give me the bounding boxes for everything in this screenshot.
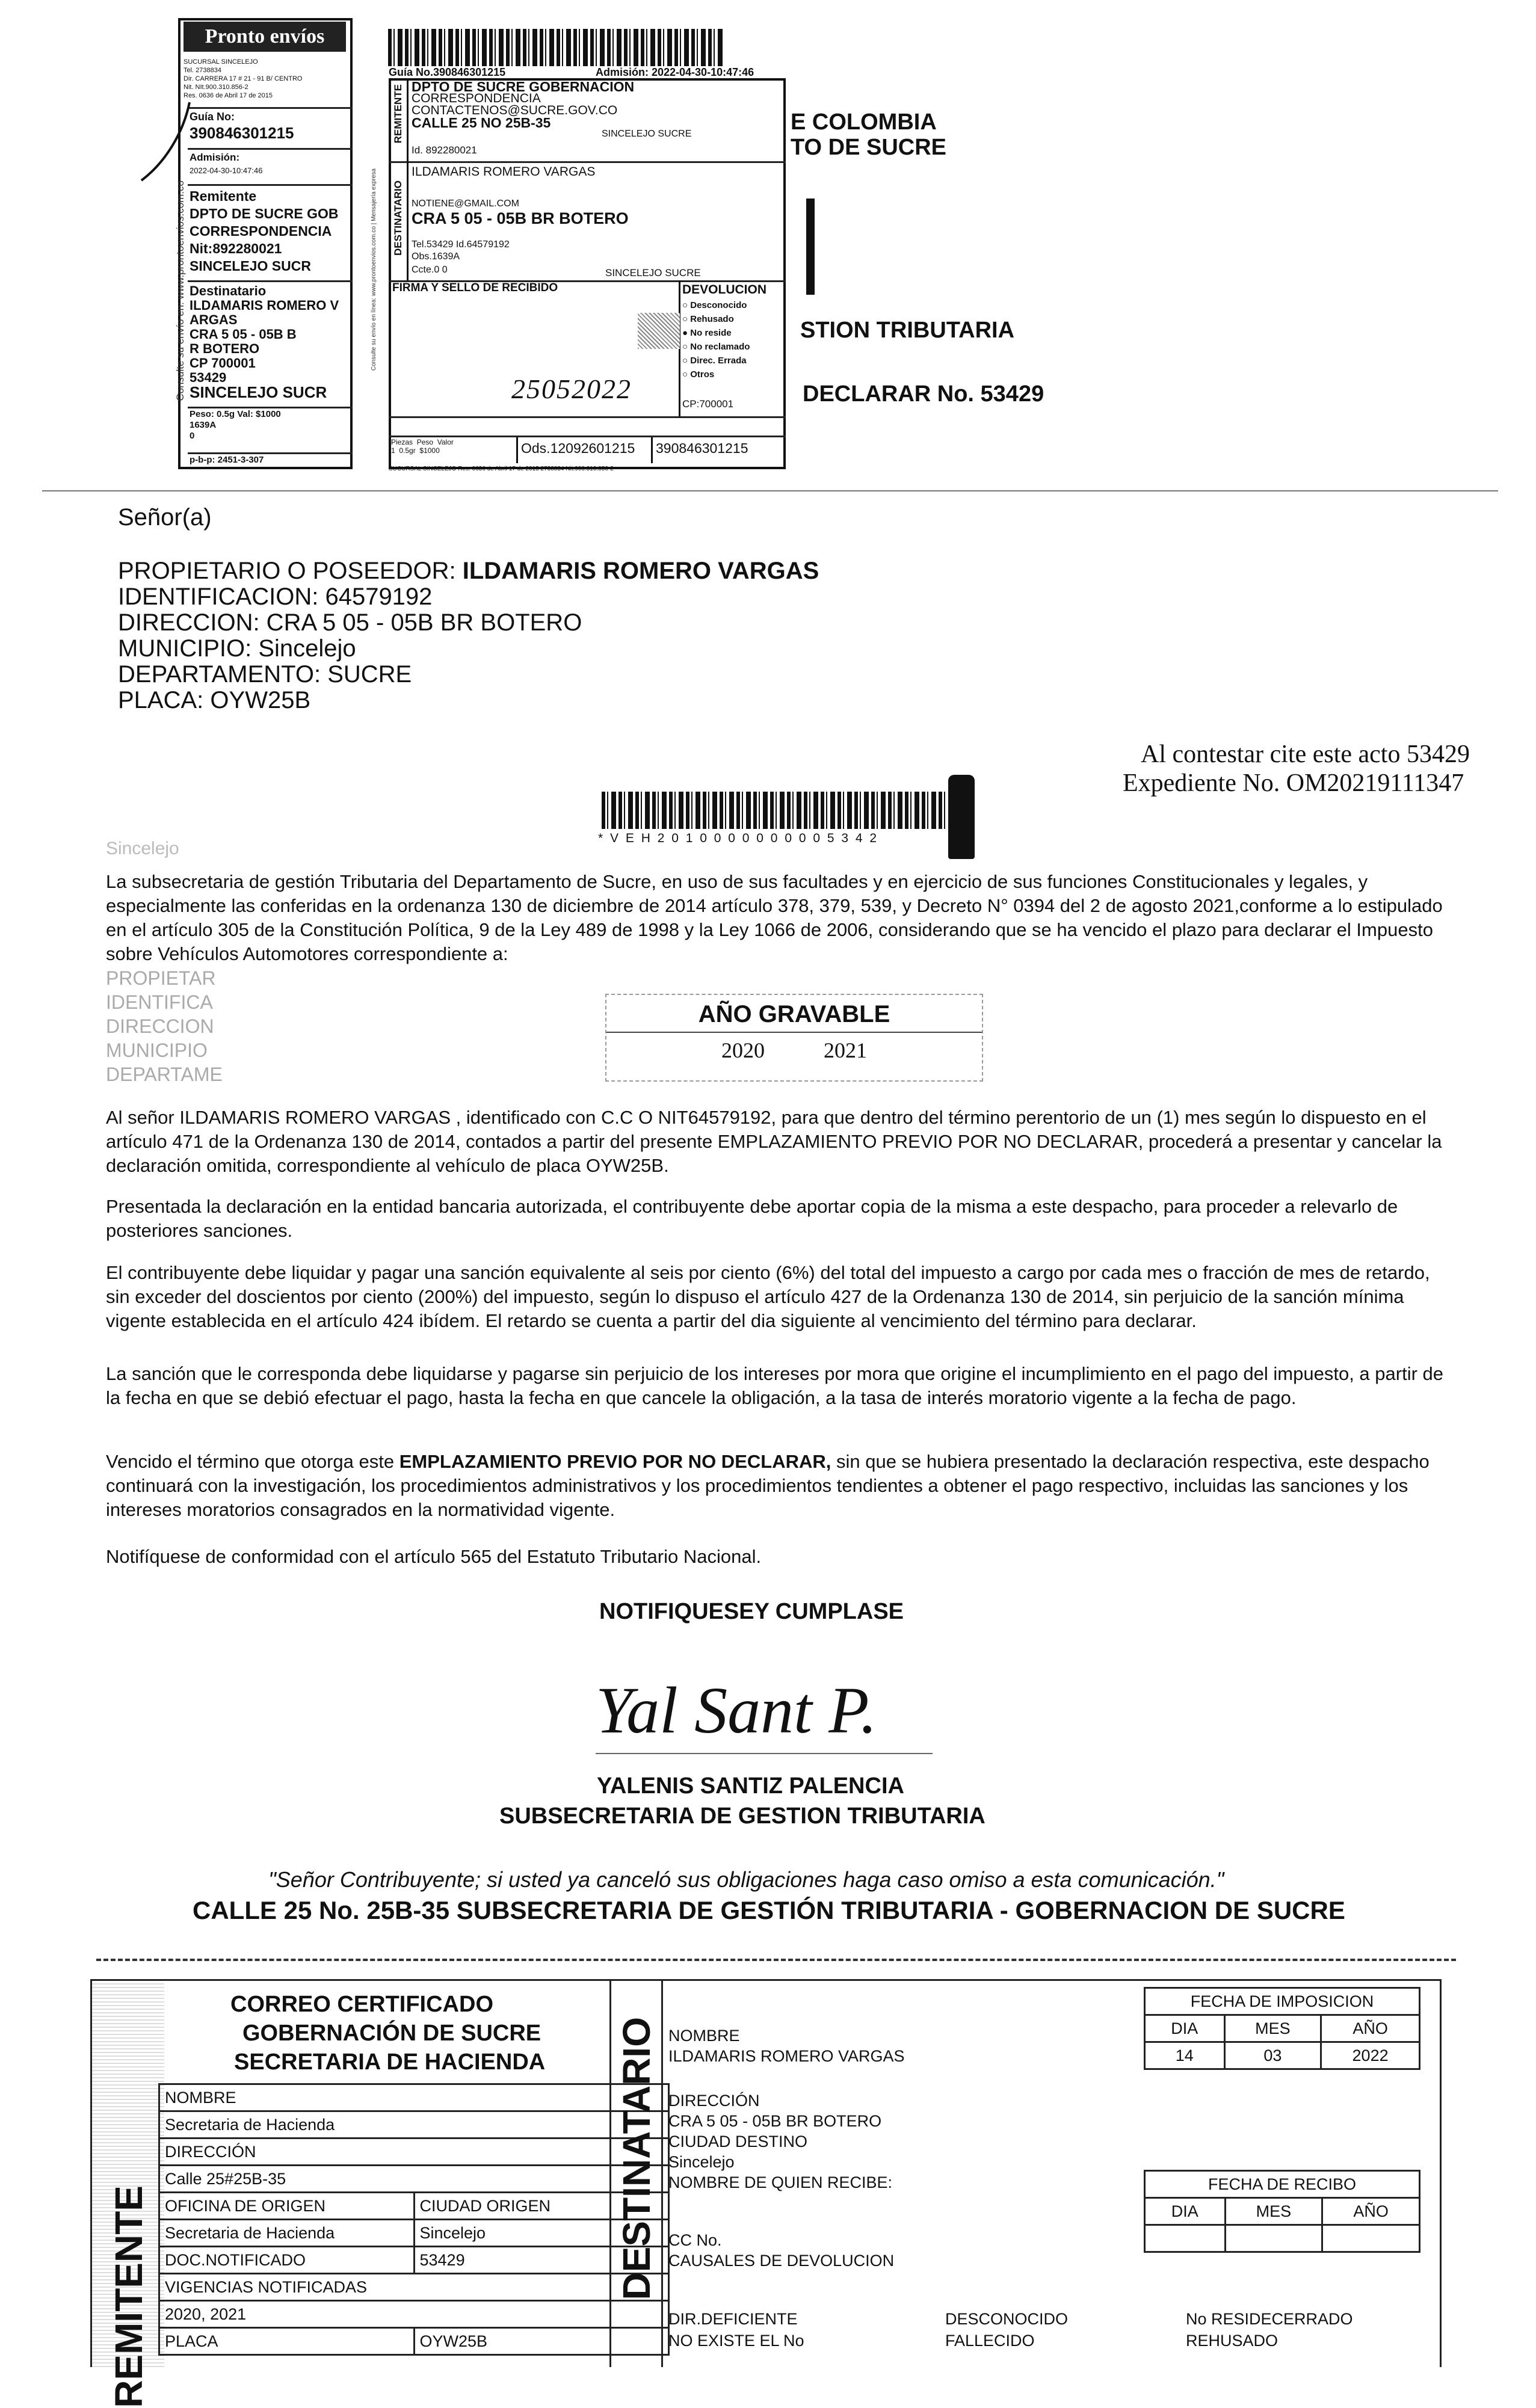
paragraph-5: La sanción que le corresponda debe liquidarse y pagarse sin perjuicio de los intereses por mora que origine el incumplimiento en el pago del impuesto, a partir de la fecha en que se debió efectuar el pago, hasta la fecha en que cancele la obligación, a la tasa de interés moratorio vigente a la fecha de pago.	[106, 1363, 1443, 1408]
doc-label: DOC.NOTIFICADO	[159, 2247, 415, 2274]
dest-vertical-label: DESTINATARIO	[392, 180, 404, 256]
devolucion-option-label: No reclamado	[690, 342, 750, 352]
ciudad-origen-value: Sincelejo	[414, 2220, 669, 2247]
stub-destinatario-line: R BOTERO	[190, 341, 260, 356]
remitente-vertical: REMITENTE	[107, 2185, 150, 2408]
year-value: 2020	[721, 1038, 765, 1062]
ghost-line: MUNICIPIO	[106, 1039, 208, 1061]
causal: NO EXISTE EL No	[668, 2332, 804, 2350]
devolucion-options	[682, 298, 750, 381]
radio-icon: ○	[682, 300, 691, 310]
stub-destinatario	[190, 284, 339, 399]
branch-info	[184, 58, 346, 100]
devolucion-option-label: Desconocido	[690, 300, 747, 310]
dest-tel: Tel.53429 Id.64579192	[412, 239, 510, 250]
year-box	[605, 994, 983, 1082]
dest-ccte: Ccte.0 0	[412, 265, 448, 275]
courier-title-3: SECRETARIA DE HACIENDA	[234, 2049, 546, 2075]
rem-id: Id. 892280021	[412, 144, 477, 156]
ghost-line: DIRECCION	[106, 1015, 214, 1037]
mes-label: MES	[1224, 2015, 1321, 2042]
branch-res: Res. 0636 de Abril 17 de 2015	[184, 92, 273, 99]
signature: Yal Sant P.	[596, 1674, 877, 1747]
dir-line: DIRECCION: CRA 5 05 - 05B BR BOTERO	[118, 609, 582, 636]
devolucion-option	[682, 298, 750, 312]
stub-remitente-line: Nit:892280021	[190, 241, 282, 256]
stub-remitente	[190, 188, 339, 275]
footer-address: CALLE 25 No. 25B-35 SUBSECRETARIA DE GESTIÓN TRIBUTARIA - GOBERNACION DE SUCRE	[193, 1896, 1345, 1924]
ods-guia: 390846301215	[656, 440, 748, 456]
devolucion-option-label: Otros	[690, 369, 715, 380]
imp-dia: 14	[1145, 2042, 1225, 2069]
imp-mes: 03	[1224, 2042, 1321, 2069]
stub-remitente-line: DPTO DE SUCRE GOB	[190, 206, 339, 221]
rem-line: DPTO DE SUCRE GOBERNACION	[412, 79, 635, 94]
devolucion-option	[682, 326, 750, 340]
year-values	[606, 1038, 982, 1063]
piezas-value: 1	[391, 446, 395, 455]
ods-number: Ods.12092601215	[521, 440, 635, 456]
year-value: 2021	[824, 1038, 867, 1062]
oficina-label: OFICINA DE ORIGEN	[159, 2193, 415, 2220]
mes-label: MES	[1225, 2198, 1322, 2225]
dest-address: CRA 5 05 - 05B BR BOTERO	[412, 209, 629, 227]
header-line-1: E COLOMBIA	[791, 109, 937, 135]
branch-tel: Tel. 2738834	[184, 67, 221, 74]
rem-city: SINCELEJO SUCRE	[602, 129, 692, 139]
dest-ciudad-label: CIUDAD DESTINO	[668, 2132, 808, 2151]
devolucion-label: DEVOLUCION	[682, 283, 767, 297]
dia-label: DIA	[1145, 2015, 1225, 2042]
piezas-values	[391, 446, 511, 455]
guide-footer-tiny: SUCURSAL SINCELEJO Res. 0636 de Abril 17 de 2015 2738834 Nit.900.310.856-2	[389, 466, 614, 472]
header-line-4: DECLARAR No. 53429	[803, 381, 1044, 407]
reference-expediente: Expediente No. OM20219111347	[1123, 769, 1464, 797]
devolucion-option-label: Direc. Errada	[690, 356, 747, 366]
imp-ano: 2022	[1321, 2042, 1420, 2069]
remitente-fields	[158, 2083, 670, 2356]
causales-label: CAUSALES DE DEVOLUCION	[668, 2252, 895, 2270]
stub-destinatario-label: Destinatario	[190, 283, 267, 298]
stub-side-text: Consulte su envío en: www.prontoenvios.com.co	[174, 180, 186, 401]
black-mark	[806, 199, 815, 295]
causal: DIR.DEFICIENTE	[668, 2310, 798, 2328]
causal: No RESIDECERRADO	[1186, 2310, 1353, 2328]
cut-line	[96, 1959, 1456, 1961]
stub-code: p-b-p: 2451-3-307	[190, 455, 264, 465]
ano-label: AÑO	[1322, 2198, 1420, 2225]
addressee-block	[118, 558, 819, 713]
rem-line: CONTACTENOS@SUCRE.GOV.CO	[412, 103, 618, 117]
fecha-imposicion-label: FECHA DE IMPOSICION	[1145, 1988, 1420, 2015]
vigencias-label: VIGENCIAS NOTIFICADAS	[159, 2274, 669, 2301]
placa-value: OYW25B	[414, 2328, 669, 2355]
rem-nombre-value: Secretaria de Hacienda	[159, 2111, 669, 2139]
owner-label: PROPIETARIO O POSEEDOR:	[118, 558, 463, 584]
rem-vertical-label: REMITENTE	[392, 84, 404, 144]
taxpayer-notice: "Señor Contribuyente; si usted ya canceló sus obligaciones haga caso omiso a esta comunicación."	[268, 1867, 1224, 1892]
dest-nombre-value: ILDAMARIS ROMERO VARGAS	[668, 2047, 905, 2065]
ciudad-origen-label: CIUDAD ORIGEN	[414, 2193, 669, 2220]
stub-destinatario-line: 53429	[190, 370, 227, 385]
devolucion-option	[682, 368, 750, 381]
document-barcode	[602, 792, 963, 829]
piezas-value: 0.5gr	[399, 446, 416, 455]
stub-remitente-line: SINCELEJO SUCR	[190, 258, 311, 274]
rem-line: CALLE 25 NO 25B-35	[412, 115, 551, 131]
branch-nit: Nit. NIt.900.310.856-2	[184, 84, 248, 91]
guide-header-admission: Admisión: 2022-04-30-10:47:46	[596, 66, 754, 78]
devolucion-option	[682, 340, 750, 354]
rem-direccion-value: Calle 25#25B-35	[159, 2166, 669, 2193]
signature-line	[596, 1753, 933, 1754]
dest-city: SINCELEJO SUCRE	[605, 267, 701, 279]
paragraph-2: Al señor ILDAMARIS ROMERO VARGAS , identificado con C.C O NIT64579192, para que dentro del término perentorio de un (1) mes según lo dispuesto en el artículo 471 de la Ordenanza 130 de 2014, contados a partir del presente EMPLAZAMIENTO PREVIO POR NO DECLARAR, procederá a presentar y cancelar la declaración omitida, correspondiente al vehículo de placa OYW25B.	[106, 1107, 1442, 1176]
stub-remitente-line: CORRESPONDENCIA	[190, 223, 332, 239]
faint-city: Sincelejo	[106, 839, 179, 858]
devolucion-option-label: Rehusado	[690, 314, 734, 324]
radio-icon: ○	[682, 356, 691, 366]
ghost-line: DEPARTAME	[106, 1064, 223, 1085]
dest-email: NOTIENE@GMAIL.COM	[412, 199, 519, 209]
piezas-label: Piezas	[391, 438, 413, 446]
check-mark-icon	[129, 96, 196, 186]
quien-recibe-label: NOMBRE DE QUIEN RECIBE:	[668, 2173, 893, 2191]
causal: DESCONOCIDO	[945, 2310, 1069, 2328]
stub-peso-zero: 0	[190, 431, 195, 441]
barcode-text: * V E H 2 0 1 0 0 0 0 0 0 0 0 0 5 3 4 2	[598, 831, 879, 845]
devolucion-option	[682, 354, 750, 368]
piezas-label: Peso	[416, 438, 434, 446]
signer-name: YALENIS SANTIZ PALENCIA	[597, 1773, 904, 1799]
rec-mes	[1225, 2225, 1322, 2252]
guide-main	[389, 78, 786, 469]
closing-formula: NOTIFIQUESEY CUMPLASE	[599, 1599, 904, 1624]
owner-line	[118, 558, 819, 584]
ghost-line: PROPIETAR	[106, 967, 216, 989]
piezas-cell	[391, 438, 511, 455]
dia-label: DIA	[1145, 2198, 1226, 2225]
paragraph-6	[106, 1450, 1454, 1522]
ghost-line: IDENTIFICA	[106, 991, 213, 1013]
paragraph-7: Notifíquese de conformidad con el artículo 565 del Estatuto Tributario Nacional.	[106, 1546, 762, 1567]
rem-line: CORRESPONDENCIA	[412, 91, 541, 105]
piezas-label: Valor	[437, 438, 454, 446]
devolucion-option	[682, 312, 750, 326]
piezas-labels	[391, 438, 511, 446]
placa-label: PLACA	[159, 2328, 415, 2355]
rem-block	[412, 81, 634, 129]
cc-label: CC No.	[668, 2231, 722, 2249]
fecha-recibo-label: FECHA DE RECIBO	[1145, 2171, 1420, 2198]
vigencias-value: 2020, 2021	[159, 2301, 669, 2328]
black-tab-mark	[948, 775, 975, 859]
branch-dir: Dir. CARRERA 17 # 21 - 91 B/ CENTRO	[184, 75, 303, 82]
stub-peso-code: 1639A	[190, 420, 217, 430]
causales-grid	[668, 2308, 1427, 2351]
guide-header-no: Guía No.390846301215	[389, 66, 506, 78]
year-title: AÑO GRAVABLE	[698, 1001, 890, 1027]
dest-obs: Obs.1639A	[412, 251, 460, 262]
radio-icon: ○	[682, 314, 691, 324]
dest-direccion-value: CRA 5 05 - 05B BR BOTERO	[668, 2112, 882, 2130]
stub-destinatario-line: ILDAMARIS ROMERO V	[190, 298, 339, 313]
dest-nombre-label: NOMBRE	[668, 2027, 740, 2045]
owner-name: ILDAMARIS ROMERO VARGAS	[462, 558, 819, 584]
paragraph-3: Presentada la declaración en la entidad bancaria autorizada, el contribuyente debe aportar copia de la misma a este despacho, para proceder a relevarlo de posteriores sanciones.	[106, 1196, 1398, 1241]
guide-logo: Pronto envíos	[184, 22, 346, 52]
rem-nombre-label: NOMBRE	[159, 2084, 669, 2111]
firma-label: FIRMA Y SELLO DE RECIBIDO	[392, 282, 558, 294]
guide-barcode	[388, 29, 725, 66]
stub-guia-no: 390846301215	[190, 124, 294, 142]
causal: FALLECIDO	[945, 2332, 1035, 2350]
firma-scribble: 25052022	[511, 374, 632, 404]
stub-peso-val: Peso: 0.5g Val: $1000	[190, 409, 281, 419]
stub-admission-date: 2022-04-30-10:47:46	[190, 166, 263, 175]
id-line: IDENTIFICACION: 64579192	[118, 584, 433, 610]
paragraph-6-start: Vencido el término que otorga este	[106, 1451, 399, 1472]
courier-form	[90, 1979, 1442, 2408]
reference-act: Al contestar cite este acto 53429	[1141, 741, 1470, 768]
stub-destinatario-line: CP 700001	[190, 356, 256, 371]
devolucion-option-label: No reside	[690, 328, 732, 338]
stub-guia-label: Guía No:	[190, 111, 235, 123]
stub-admission-label: Admisión:	[190, 152, 240, 163]
fecha-recibo	[1144, 2170, 1420, 2253]
courier-title-1: CORREO CERTIFICADO	[230, 1992, 493, 2017]
oficina-value: Secretaria de Hacienda	[159, 2220, 415, 2247]
branch-name: SUCURSAL SINCELEJO	[184, 58, 258, 66]
paragraph-1: La subsecretaria de gestión Tributaria del Departamento de Sucre, en uso de sus facultades y en ejercicio de sus funciones Constitucionales y legales, y especialmente las conferidas en la ordenanza 130 de diciembre de 2014 artículo 378, 379, 539, y Decreto N° 0394 del 2 de agosto 2021,conforme a lo estipulado en el artículo 305 de la Constitución Política, 9 de la Ley 489 de 1998 y la Ley 1066 de 2006, considerando que se ha vencido el plazo para declarar el Impuesto sobre Vehículos Automotores correspondiente a:	[106, 871, 1443, 964]
paragraph-6-end: sin que se hubiera presentado la declaración respectiva, este despacho continuará con la investigación, los procedimientos administrativos y los procedimientos tendientes a obtener el pago respectivo, incluidas las sanciones y los intereses moratorios consagrados en la normatividad vigente.	[106, 1451, 1430, 1520]
causal: REHUSADO	[1186, 2332, 1278, 2350]
dest-name: ILDAMARIS ROMERO VARGAS	[412, 165, 596, 179]
salutation: Señor(a)	[118, 504, 212, 531]
placa-line: PLACA: OYW25B	[118, 687, 311, 713]
radio-icon: ○	[682, 369, 691, 380]
header-line-2: TO DE SUCRE	[791, 135, 947, 160]
destinatario-vertical: DESTINATARIO	[615, 2017, 658, 2300]
paragraph-4: El contribuyente debe liquidar y pagar una sanción equivalente al seis por ciento (6%) del total del impuesto a cargo por cada mes o fracción de mes de retardo, sin exceder del doscientos por ciento (200%) del impuesto, según lo dispuso el artículo 427 de la Ordenanza 130 de 2014, sin perjuicio de la sanción mínima vigente establecida en el artículo 424 ibídem. El retardo se cuenta a partir del dia siguiente al vencimiento del término para declarar.	[106, 1262, 1430, 1331]
radio-filled-icon: ●	[682, 328, 691, 338]
dest-ciudad-value: Sincelejo	[668, 2153, 735, 2171]
stub-destinatario-line: ARGAS	[190, 312, 238, 327]
ano-label: AÑO	[1321, 2015, 1420, 2042]
courier-title-2: GOBERNACIÓN DE SUCRE	[242, 2021, 541, 2046]
stub-peso	[190, 409, 281, 442]
paragraph-6-emphasis: EMPLAZAMIENTO PREVIO POR NO DECLARAR,	[399, 1451, 831, 1472]
signer-title: SUBSECRETARIA DE GESTION TRIBUTARIA	[499, 1803, 985, 1829]
stub-destinatario-line: SINCELEJO SUCR	[190, 383, 327, 401]
fecha-imposicion	[1144, 1987, 1420, 2070]
guide-vertical-small: Consulte su envío en línea: www.prontoenvios.com.co | Mensajería expresa	[371, 168, 377, 371]
rem-direccion-label: DIRECCIÓN	[159, 2139, 669, 2166]
dep-line: DEPARTAMENTO: SUCRE	[118, 661, 412, 688]
separator-line	[42, 490, 1498, 491]
header-line-3: STION TRIBUTARIA	[800, 318, 1015, 343]
dest-direccion-label: DIRECCIÓN	[668, 2092, 760, 2110]
doc-value: 53429	[414, 2247, 669, 2274]
stub-remitente-label: Remitente	[190, 188, 257, 204]
rec-dia	[1145, 2225, 1226, 2252]
stub-destinatario-line: CRA 5 05 - 05B B	[190, 327, 297, 342]
rec-ano	[1322, 2225, 1420, 2252]
ghost-lines	[106, 966, 223, 1086]
mun-line: MUNICIPIO: Sincelejo	[118, 635, 356, 662]
devolucion-cp: CP:700001	[682, 398, 734, 410]
piezas-value: $1000	[419, 446, 440, 455]
radio-icon: ○	[682, 342, 691, 352]
